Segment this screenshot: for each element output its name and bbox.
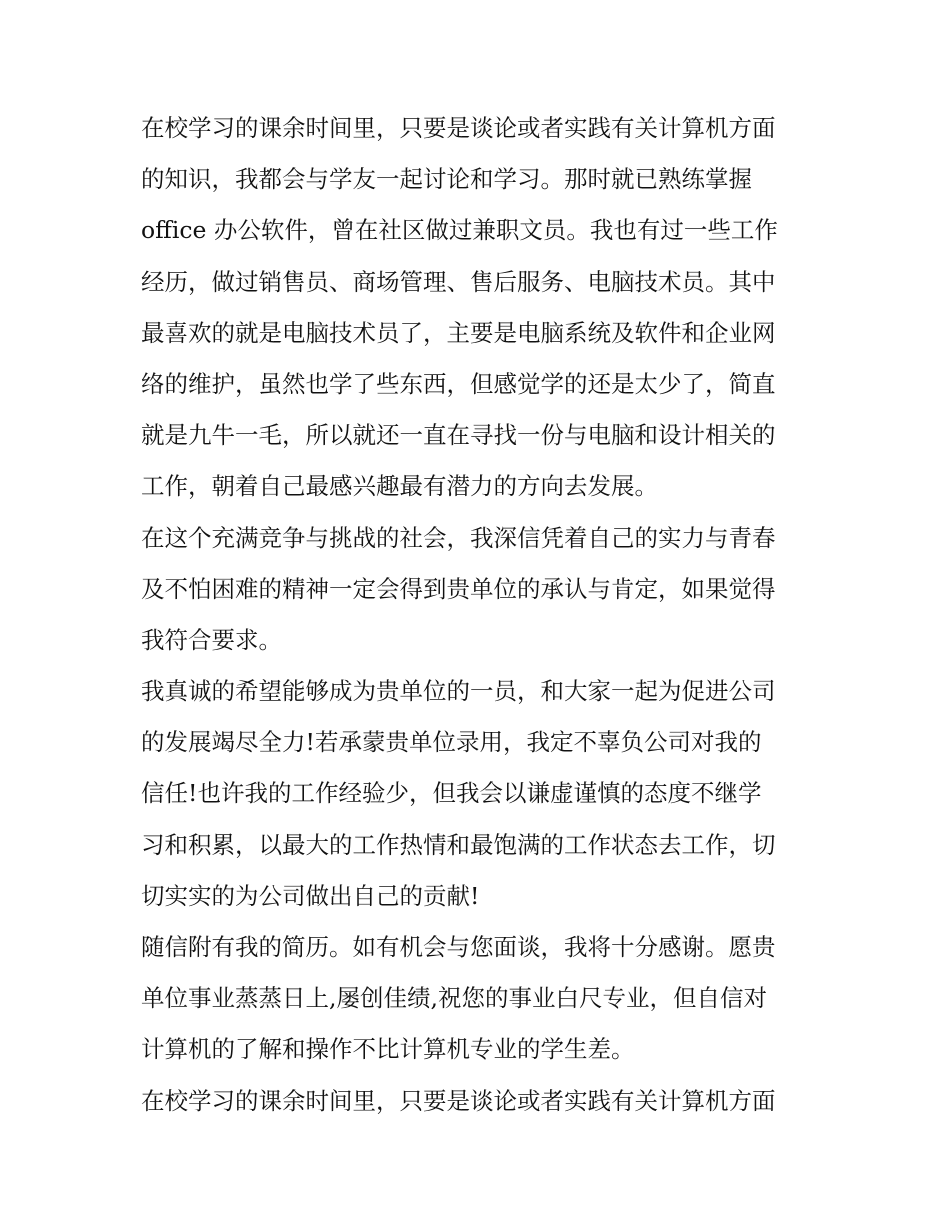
text-line: 习和积累，以最大的工作热情和最饱满的工作状态去工作，切 <box>141 830 776 859</box>
text-line: 的知识，我都会与学友一起讨论和学习。那时就已熟练掌握 <box>141 165 752 194</box>
text-line: 及不怕困难的精神一定会得到贵单位的承认与肯定，如果觉得 <box>141 574 776 603</box>
text-line: 在这个充满竞争与挑战的社会，我深信凭着自己的实力与青春 <box>141 523 776 552</box>
text-line: 信任!也许我的工作经验少，但我会以谦虚谨慎的态度不继学 <box>141 779 762 808</box>
text-line: 的发展竭尽全力!若承蒙贵单位录用，我定不辜负公司对我的 <box>141 728 762 757</box>
text-line: 在校学习的课余时间里，只要是谈论或者实践有关计算机方面 <box>141 1086 776 1115</box>
text-line: 在校学习的课余时间里，只要是谈论或者实践有关计算机方面 <box>141 114 776 142</box>
text-line: 单位事业蒸蒸日上,屡创佳绩,祝您的事业白尺专业，但自信对 <box>141 984 767 1013</box>
text-line: 计算机的了解和操作不比计算机专业的学生差。 <box>141 1035 635 1064</box>
text-line: 络的维护，虽然也学了些东西，但感觉学的还是太少了，简直 <box>141 369 776 398</box>
text-line: 就是九牛一毛，所以就还一直在寻找一份与电脑和设计相关的 <box>141 421 776 450</box>
text-line: 我真诚的希望能够成为贵单位的一员，和大家一起为促进公司 <box>141 677 776 706</box>
text-line: 最喜欢的就是电脑技术员了，主要是电脑系统及软件和企业网 <box>141 318 776 347</box>
text-line: 我符合要求。 <box>141 625 282 654</box>
document-body <box>141 103 821 1127</box>
text-line: 随信附有我的简历。如有机会与您面谈，我将十分感谢。愿贵 <box>141 933 776 961</box>
text-line: 工作，朝着自己最感兴趣最有潜力的方向去发展。 <box>141 472 658 501</box>
text-line: 经历，做过销售员、商场管理、售后服务、电脑技术员。其中 <box>141 267 776 296</box>
text-line: office 办公软件，曾在社区做过兼职文员。我也有过一些工作 <box>141 216 778 245</box>
text-line: 切实实的为公司做出自己的贡献! <box>141 881 480 910</box>
